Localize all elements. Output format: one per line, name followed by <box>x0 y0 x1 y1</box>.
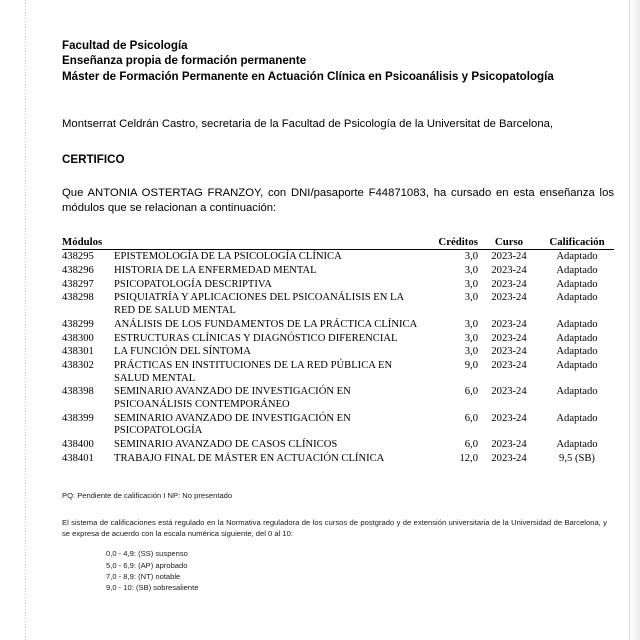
modules-table-head <box>62 236 614 250</box>
grading-scale-item: 5,0 - 6,9: (AP) aprobado <box>106 560 188 570</box>
col-header-modules: Módulos <box>62 236 103 249</box>
col-header-course: Curso <box>494 236 524 249</box>
module-code: 438302 <box>62 360 94 372</box>
modules-table-body <box>62 250 614 466</box>
grading-scale-list <box>62 548 614 594</box>
header-program-title: Máster de Formación Permanente en Actuación Clínica en Psicoanálisis y Psicopatología <box>62 69 554 83</box>
module-name: ANÁLISIS DE LOS FUNDAMENTOS DE LA PRÁCTICA CLÍNICA <box>114 318 418 330</box>
student-paragraph: Que ANTONIA OSTERTAG FRANZOY, con DNI/pasaporte F44871083, ha cursado en esta enseñanza los módulos que se relacionan a continuación: <box>62 186 614 215</box>
module-name: SEMINARIO AVANZADO DE INVESTIGACIÓN EN PSICOPATOLOGÍA <box>114 412 351 437</box>
certifico-heading: CERTIFICO <box>62 152 125 166</box>
secretary-paragraph: Montserrat Celdrán Castro, secretaria de la Facultad de Psicología de la Universitat de Barcelona, <box>62 118 554 131</box>
module-code: 438301 <box>62 346 94 358</box>
module-course: 2023-24 <box>491 318 527 330</box>
table-row <box>62 386 614 412</box>
module-course: 2023-24 <box>491 386 527 398</box>
module-credits: 3,0 <box>464 292 478 304</box>
module-grade: Adaptado <box>556 251 598 263</box>
module-grade: Adaptado <box>556 292 598 304</box>
module-grade: Adaptado <box>556 318 598 330</box>
module-name: SEMINARIO AVANZADO DE CASOS CLÍNICOS <box>114 439 338 451</box>
module-name: HISTORIA DE LA ENFERMEDAD MENTAL <box>114 264 317 276</box>
module-credits: 3,0 <box>464 346 478 358</box>
module-credits: 6,0 <box>464 439 478 451</box>
table-row <box>62 264 614 278</box>
table-row <box>62 439 614 453</box>
grading-scale-item: 9,0 - 10: (SB) sobresaliente <box>106 583 199 593</box>
module-credits: 3,0 <box>464 332 478 344</box>
module-code: 438399 <box>62 412 94 424</box>
module-course: 2023-24 <box>491 360 527 372</box>
module-grade: 9,5 (SB) <box>559 453 595 464</box>
module-course: 2023-24 <box>491 332 527 344</box>
module-course: 2023-24 <box>491 346 527 358</box>
table-row <box>62 278 614 292</box>
col-header-name <box>114 236 426 249</box>
module-code: 438300 <box>62 332 94 344</box>
module-code: 438298 <box>62 292 94 304</box>
module-name: EPISTEMOLOGÍA DE LA PSICOLOGÍA CLÍNICA <box>114 251 342 263</box>
table-row <box>62 360 614 386</box>
module-course: 2023-24 <box>491 251 527 263</box>
verification-band <box>0 0 26 640</box>
grading-scale-item: 0,0 - 4,9: (SS) suspenso <box>106 549 188 559</box>
module-grade: Adaptado <box>556 264 598 276</box>
module-credits: 6,0 <box>464 386 478 398</box>
module-credits: 3,0 <box>464 251 478 263</box>
module-grade: Adaptado <box>556 346 598 358</box>
module-code: 438299 <box>62 318 94 330</box>
modules-table-wrapper <box>62 236 614 466</box>
module-name: TRABAJO FINAL DE MÁSTER EN ACTUACIÓN CLÍNICA <box>114 453 385 464</box>
module-code: 438398 <box>62 386 94 398</box>
module-credits: 3,0 <box>464 318 478 330</box>
module-credits: 12,0 <box>459 453 478 464</box>
col-header-credits: Créditos <box>438 236 478 249</box>
table-row <box>62 346 614 360</box>
grading-scale-item: 7,0 - 8,9: (NT) notable <box>106 572 181 581</box>
module-grade: Adaptado <box>556 278 598 290</box>
table-row <box>62 250 614 264</box>
module-name: LA FUNCIÓN DEL SÍNTOMA <box>114 346 251 358</box>
module-course: 2023-24 <box>491 453 527 464</box>
table-row <box>62 318 614 332</box>
module-course: 2023-24 <box>491 278 527 290</box>
module-name: PSICOPATOLOGÍA DESCRIPTIVA <box>114 278 272 290</box>
module-name: PSIQUIATRÍA Y APLICACIONES DEL PSICOANÁLISIS EN LA RED DE SALUD MENTAL <box>114 292 404 316</box>
module-credits: 9,0 <box>464 360 478 372</box>
module-course: 2023-24 <box>491 412 527 424</box>
module-grade: Adaptado <box>556 412 598 424</box>
module-code: 438401 <box>62 453 94 464</box>
module-name: ESTRUCTURAS CLÍNICAS Y DIAGNÓSTICO DIFERENCIAL <box>114 332 398 344</box>
module-grade: Adaptado <box>556 439 598 451</box>
document-header <box>62 0 614 84</box>
abbreviations-note: PQ: Pendiente de calificación I NP: No presentado <box>62 491 233 501</box>
normative-note: El sistema de calificaciones está regulado en la Normativa reguladora de los cursos de postgrado y de extensión universitaria de la Universidad de Barcelona, y se expresa de acuerdo con la escala numérica siguiente, del 0 al 10: <box>62 518 607 539</box>
table-row <box>62 332 614 346</box>
module-grade: Adaptado <box>556 386 598 398</box>
header-faculty: Facultad de Psicología <box>62 39 188 52</box>
module-credits: 3,0 <box>464 264 478 276</box>
module-code: 438400 <box>62 439 94 451</box>
footnotes-section <box>62 490 614 594</box>
table-row <box>62 452 614 466</box>
document-content <box>62 0 614 594</box>
modules-header-row <box>62 236 614 249</box>
verification-divider <box>25 0 26 640</box>
module-name: SEMINARIO AVANZADO DE INVESTIGACIÓN EN PSICOANÁLISIS CONTEMPORÁNEO <box>114 386 351 411</box>
table-row <box>62 412 614 438</box>
col-header-grade: Calificación <box>549 236 605 249</box>
module-course: 2023-24 <box>491 439 527 451</box>
module-name: PRÁCTICAS EN INSTITUCIONES DE LA RED PÚBLICA EN SALUD MENTAL <box>114 360 393 384</box>
module-credits: 3,0 <box>464 278 478 290</box>
page-edge-shadow <box>630 0 640 640</box>
module-code: 438296 <box>62 264 94 276</box>
module-code: 438297 <box>62 278 94 290</box>
module-grade: Adaptado <box>556 332 598 344</box>
module-code: 438295 <box>62 251 94 263</box>
module-course: 2023-24 <box>491 292 527 304</box>
module-grade: Adaptado <box>556 360 598 372</box>
module-credits: 6,0 <box>464 412 478 424</box>
module-course: 2023-24 <box>491 264 527 276</box>
header-program-type: Enseñanza propia de formación permanente <box>62 54 307 68</box>
table-row <box>62 292 614 318</box>
modules-table <box>62 236 614 466</box>
